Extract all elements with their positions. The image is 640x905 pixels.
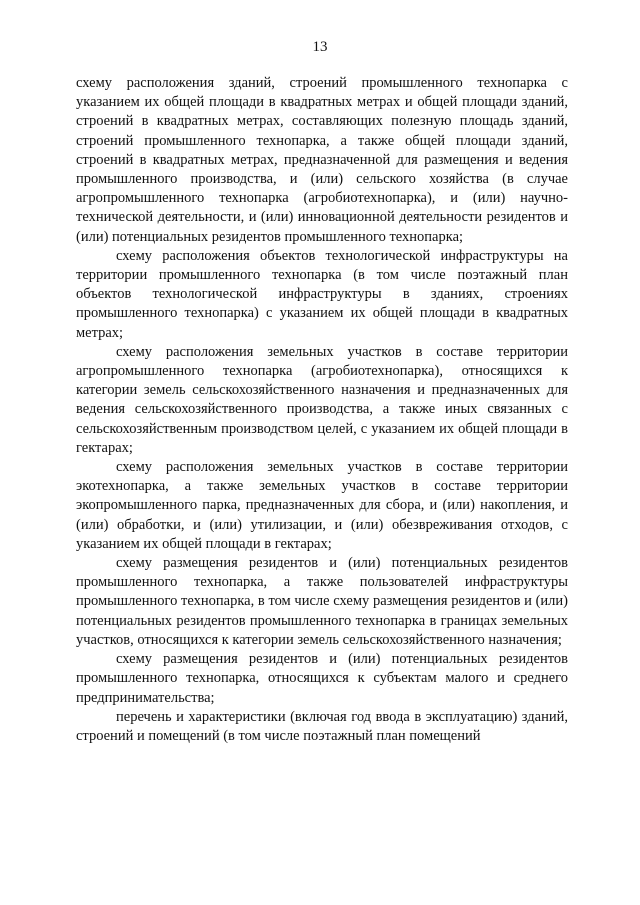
paragraph-technological-infrastructure-scheme: схему расположения объектов технологической инфраструктуры на территории промышленного технопарка (в том числе поэтажный план объектов технологической инфраструктуры в зданиях, строениях промышленного технопарка) с указанием их общей площади в квадратных метрах; xyxy=(76,247,568,341)
paragraph-building-layout-scheme: схему расположения зданий, строений промышленного технопарка с указанием их общей площади в квадратных метрах и общей площади зданий, строений в квадратных метрах, составляющих полезную площадь зданий, строений промышленного технопарка, а также общей площади зданий, строений в квадратных метрах, предназначенной для размещения и ведения промышленного производства, и (или) сельского хозяйства (в случае агропромышленного технопарка (агробиотехнопарка), и (или) научно-технической деятельности, и (или) инновационной деятельности резидентов и (или) потенциальных резидентов промышленного технопарка; xyxy=(76,75,568,245)
paragraph-sme-residents-scheme: схему размещения резидентов и (или) потенциальных резидентов промышленного технопарка, относящихся к субъектам малого и среднего предпринимательства; xyxy=(76,651,568,706)
paragraph-eco-land-plots-scheme: схему расположения земельных участков в составе территории экотехнопарка, а также земельных участков в составе территории экопромышленного парка, предназначенных для сбора, и (или) накопления, и (или) обработки, и (или) утилизации, и (или) обезвреживания отходов, с указанием их общей площади в гектарах; xyxy=(76,459,568,552)
paragraph-buildings-characteristics-list: перечень и характеристики (включая год ввода в эксплуатацию) зданий, строений и помещений (в том числе поэтажный план помещений xyxy=(76,708,568,744)
document-body xyxy=(76,74,568,746)
paragraph-residents-placement-scheme: схему размещения резидентов и (или) потенциальных резидентов промышленного технопарка, а также пользователей инфраструктуры промышленного технопарка, в том числе схему размещения резидентов и (или) потенциальных резидентов промышленного технопарка в границах земельных участков, относящихся к категории земель сельскохозяйственного назначения; xyxy=(76,555,568,648)
paragraph-agro-land-plots-scheme: схему расположения земельных участков в составе территории агропромышленного технопарка (агробиотехнопарка), относящихся к категории земель сельскохозяйственного назначения и предназначенных для ведения сельскохозяйственного производства, а также иных связанных с сельскохозяйственным производством целей, с указанием их общей площади в гектарах; xyxy=(76,343,568,456)
page-number: 13 xyxy=(312,39,328,55)
